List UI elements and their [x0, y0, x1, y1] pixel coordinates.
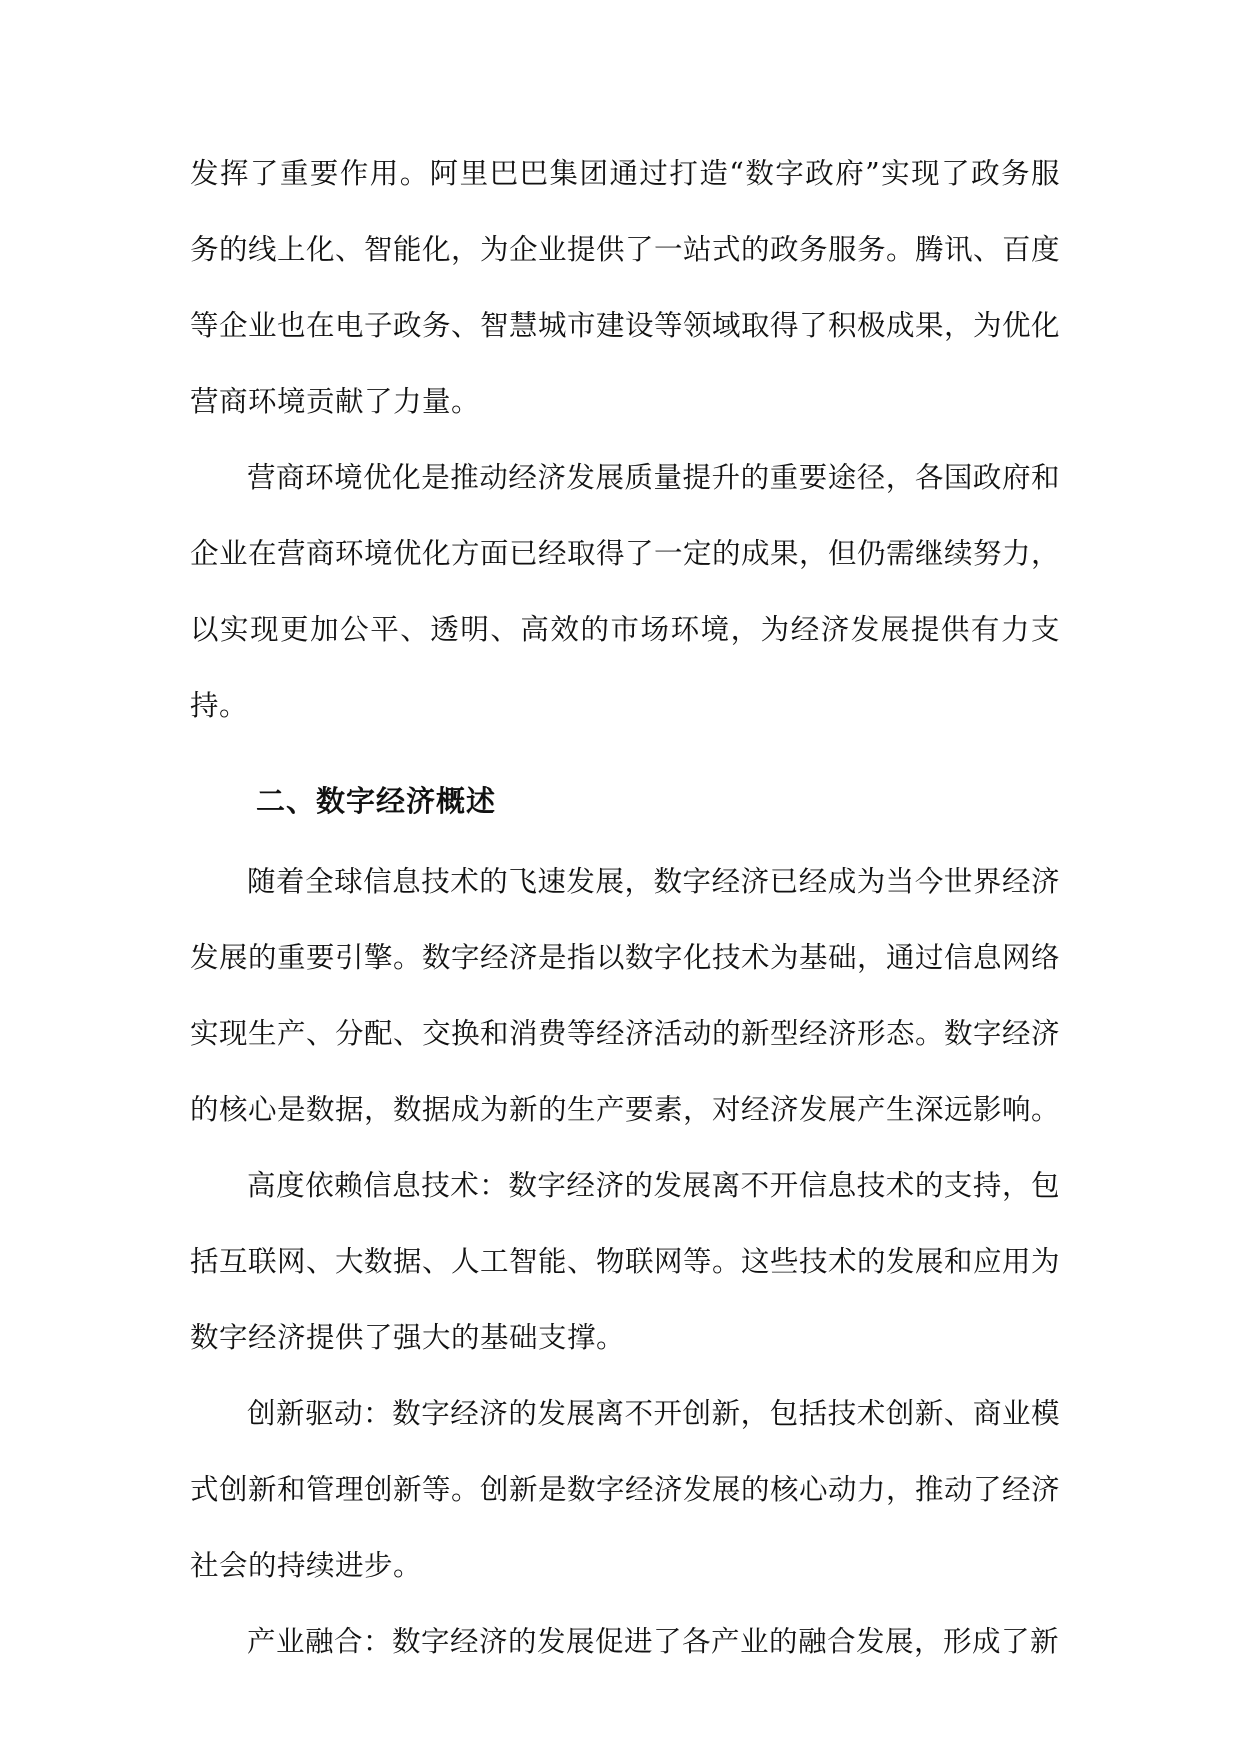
section-heading: 二、数字经济概述: [256, 784, 497, 818]
document-body: [190, 136, 1060, 1680]
paragraph-continuation: 发挥了重要作用。阿里巴巴集团通过打造“数字政府”实现了政务服务的线上化、智能化，为企业提供了一站式的政务服务。腾讯、百度等企业也在电子政务、智慧城市建设等领域取得了积极成果，为优化营商环境贡献了力量。: [190, 157, 1061, 418]
paragraph-business-environment-summary: 营商环境优化是推动经济发展质量提升的重要途径，各国政府和企业在营商环境优化方面已经取得了一定的成果，但仍需继续努力，以实现更加公平、透明、高效的市场环境，为经济发展提供有力支持。: [190, 461, 1061, 722]
paragraph-it-dependency: 高度依赖信息技术：数字经济的发展离不开信息技术的支持，包括互联网、大数据、人工智能、物联网等。这些技术的发展和应用为数字经济提供了强大的基础支撑。: [190, 1169, 1061, 1354]
paragraph-innovation-driven: 创新驱动：数字经济的发展离不开创新，包括技术创新、商业模式创新和管理创新等。创新是数字经济发展的核心动力，推动了经济社会的持续进步。: [190, 1397, 1061, 1582]
paragraph-digital-economy-intro: 随着全球信息技术的飞速发展，数字经济已经成为当今世界经济发展的重要引擎。数字经济是指以数字化技术为基础，通过信息网络实现生产、分配、交换和消费等经济活动的新型经济形态。数字经济的核心是数据，数据成为新的生产要素，对经济发展产生深远影响。: [190, 865, 1061, 1126]
paragraph-industry-integration: 产业融合：数字经济的发展促进了各产业的融合发展，形成了新: [247, 1625, 1060, 1658]
